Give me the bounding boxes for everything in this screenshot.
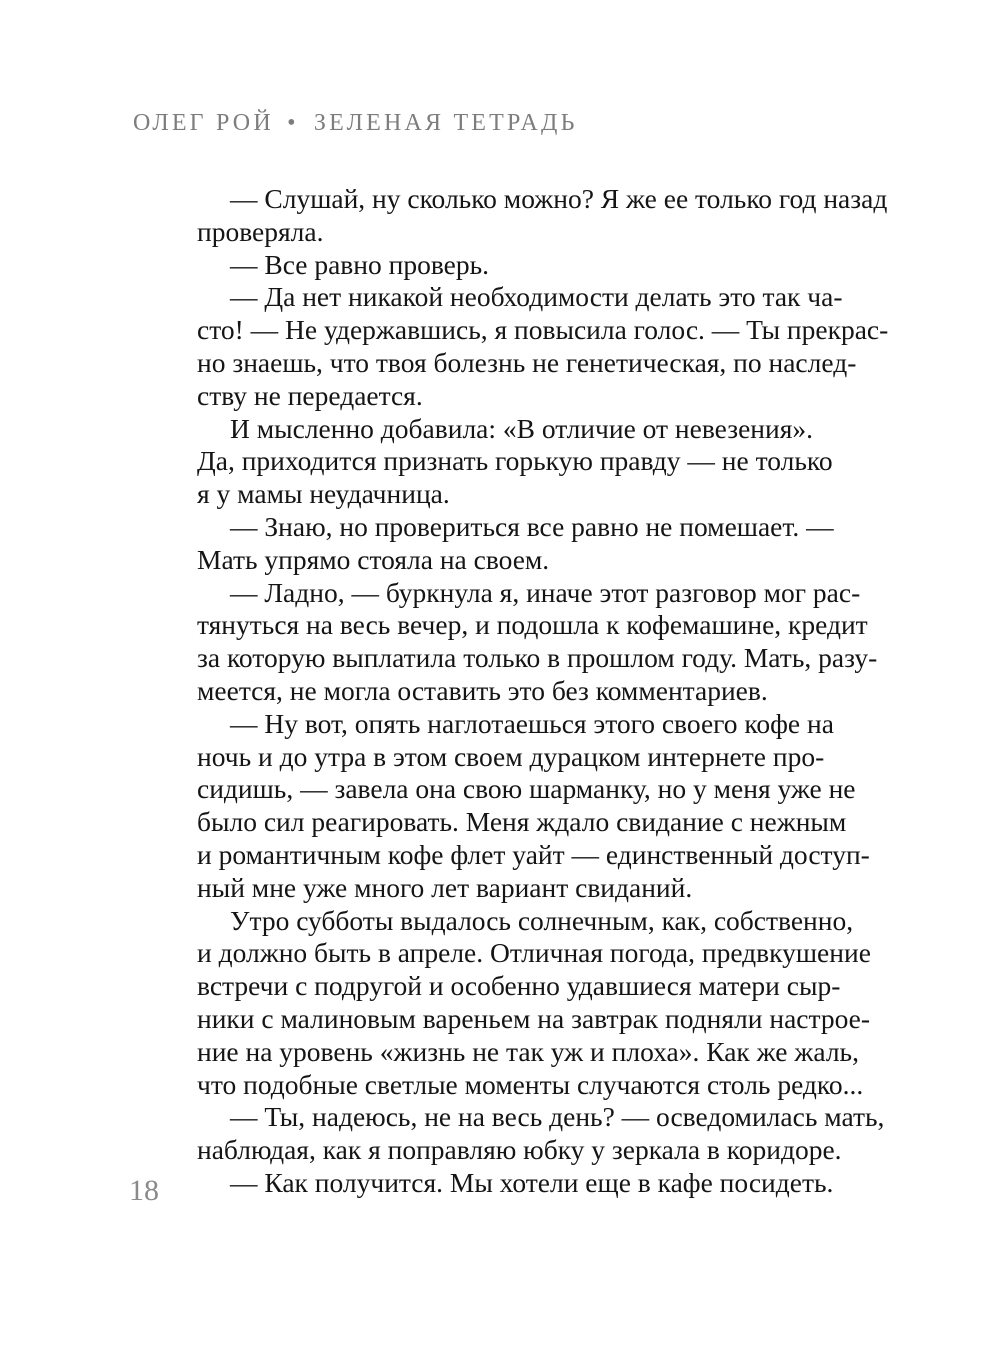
text-line: проверяла. (197, 215, 324, 247)
text-line: ники с малиновым вареньем на завтрак подняли настрое- (197, 1002, 871, 1034)
text-line: Утро субботы выдалось солнечным, как, собственно, (230, 904, 854, 936)
body-text (197, 183, 892, 1200)
page-number: 18 (129, 1174, 159, 1207)
text-line: — Ты, надеюсь, не на весь день? — осведомилась мать, (230, 1101, 885, 1133)
text-line: — Как получится. Мы хотели еще в кафе посидеть. (230, 1166, 834, 1198)
text-line: ству не передается. (197, 379, 423, 411)
running-head-author: ОЛЕГ РОЙ (133, 110, 274, 136)
text-line: Да, приходится признать горькую правду — не только (197, 445, 833, 477)
text-line: И мысленно добавила: «В отличие от невезения». (230, 412, 813, 444)
text-line: тянуться на весь вечер, и подошла к кофемашине, кредит (197, 609, 868, 641)
text-line: ночь и до утра в этом своем дурацком интернете про- (197, 740, 825, 772)
running-head-separator: • (287, 110, 299, 136)
text-line: было сил реагировать. Меня ждало свидание с нежным (197, 806, 847, 838)
text-line: Мать упрямо стояла на своем. (197, 543, 550, 575)
text-line: — Знаю, но провериться все равно не помешает. — (230, 510, 834, 542)
text-line: наблюдая, как я поправляю юбку у зеркала в коридоре. (197, 1134, 842, 1166)
text-line: но знаешь, что твоя болезнь не генетическая, по наслед- (197, 346, 857, 378)
text-line: и романтичным кофе флет уайт — единственный доступ- (197, 838, 870, 870)
text-line: я у мамы неудачница. (197, 478, 450, 510)
running-head-title: ЗЕЛЕНАЯ ТЕТРАДЬ (313, 110, 578, 136)
text-line: — Ну вот, опять наглотаешься этого своего кофе на (230, 707, 834, 739)
text-line: сидишь, — завела она свою шарманку, но у меня уже не (197, 773, 856, 805)
text-line: что подобные светлые моменты случаются столь редко... (197, 1068, 864, 1100)
text-line: — Все равно проверь. (230, 248, 490, 280)
text-line: меется, не могла оставить это без комментариев. (197, 674, 768, 706)
text-line: ние на уровень «жизнь не так уж и плоха». Как же жаль, (197, 1035, 859, 1067)
text-line: и должно быть в апреле. Отличная погода, предвкушение (197, 937, 871, 969)
text-line: — Да нет никакой необходимости делать это так ча- (230, 281, 843, 313)
text-line: ный мне уже много лет вариант свиданий. (197, 871, 693, 903)
text-line: за которую выплатила только в прошлом году. Мать, разу- (197, 642, 878, 674)
text-line: — Слушай, ну сколько можно? Я же ее только год назад (230, 183, 888, 214)
text-line: сто! — Не удержавшись, я повысила голос. — Ты прекрас- (197, 314, 889, 346)
running-head (133, 110, 578, 137)
text-line: встречи с подругой и особенно удавшиеся матери сыр- (197, 970, 841, 1002)
text-line: — Ладно, — буркнула я, иначе этот разговор мог рас- (230, 576, 861, 608)
